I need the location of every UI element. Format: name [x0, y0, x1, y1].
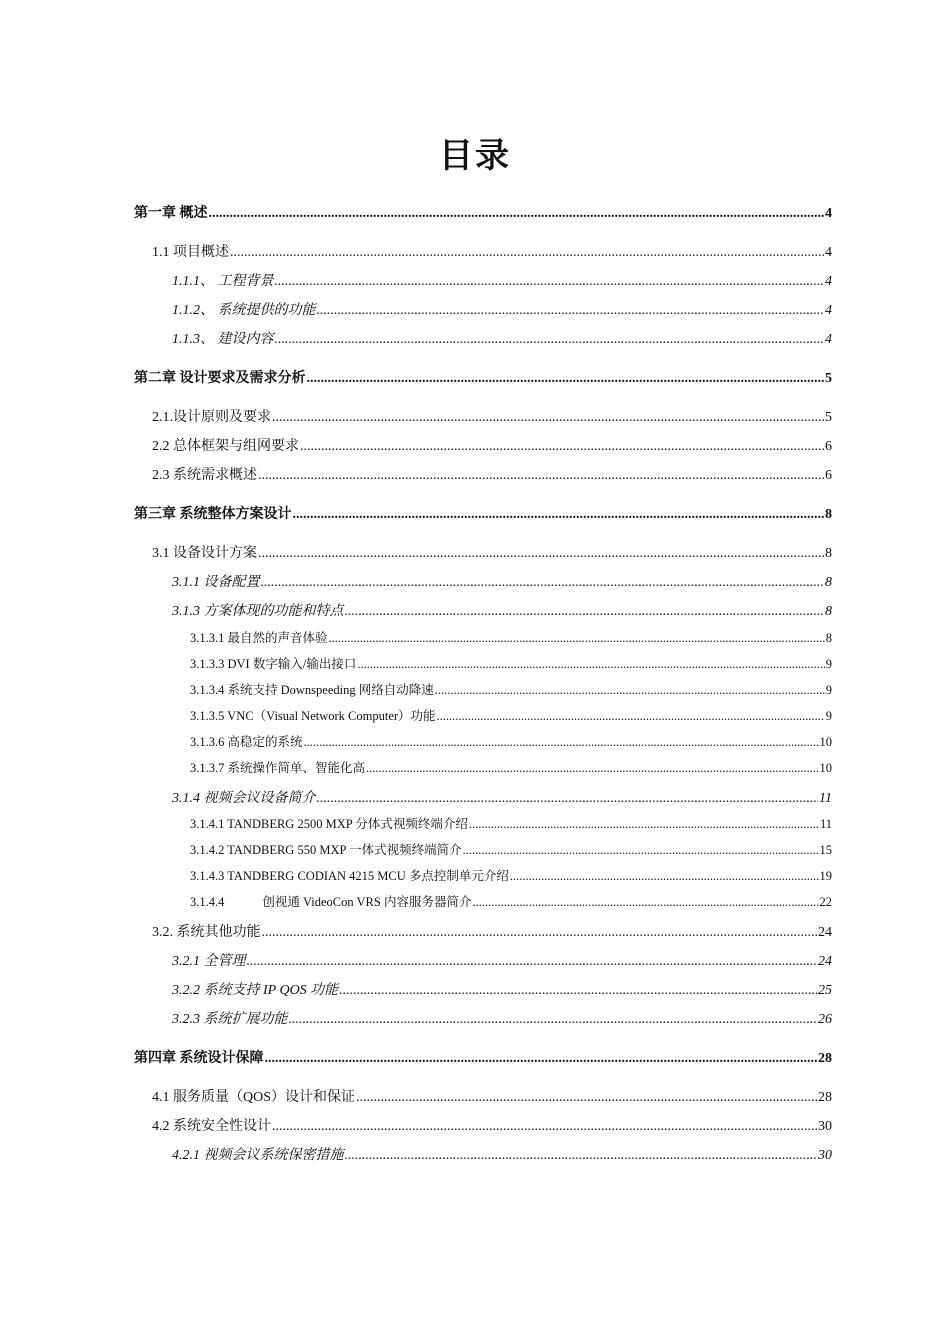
toc-page-number: 8 — [825, 546, 832, 561]
toc-entry[interactable] — [190, 840, 832, 858]
toc-leader-dots — [345, 1148, 818, 1164]
toc-entry[interactable] — [172, 571, 832, 591]
toc-page-number: 6 — [825, 468, 832, 483]
toc-page-number: 8 — [825, 631, 832, 645]
toc-entry[interactable] — [134, 1047, 832, 1067]
toc-page-number: 10 — [819, 735, 832, 749]
toc-page-number: 9 — [825, 683, 832, 697]
toc-leader-dots — [247, 954, 818, 970]
toc-entry[interactable] — [190, 866, 832, 884]
toc-page-number: 5 — [825, 371, 832, 386]
toc-page-number: 10 — [819, 761, 832, 775]
toc-entry[interactable] — [172, 787, 832, 807]
toc-leader-dots — [339, 983, 817, 999]
toc-entry[interactable] — [152, 406, 832, 426]
toc-entry-title: 3.2.3 系统扩展功能 — [172, 1012, 288, 1027]
toc-leader-dots — [275, 274, 825, 290]
toc-entry-title: 3.1.4 视频会议设备简介 — [172, 791, 316, 806]
toc-leader-dots — [463, 843, 819, 858]
toc-entry-title: 3.1 设备设计方案 — [152, 546, 257, 561]
toc-entry[interactable] — [134, 503, 832, 523]
toc-page-number: 26 — [818, 1012, 832, 1027]
toc-entry[interactable] — [190, 892, 832, 910]
toc-leader-dots — [366, 761, 818, 776]
toc-leader-dots — [209, 206, 825, 222]
toc-entry-title: 3.1.3 方案体现的功能和特点 — [172, 604, 344, 619]
toc-leader-dots — [304, 735, 819, 750]
toc-entry-title: 3.1.3.3 DVI 数字输入/输出接口 — [190, 657, 357, 671]
toc-entry[interactable] — [172, 600, 832, 620]
toc-entry-title: 1.1.1、 工程背景 — [172, 274, 274, 289]
toc-page-number: 4 — [825, 274, 832, 289]
toc-leader-dots — [258, 546, 824, 562]
toc-entry[interactable] — [172, 328, 832, 348]
toc-entry[interactable] — [190, 706, 832, 724]
toc-leader-dots — [435, 683, 825, 698]
toc-leader-dots — [472, 895, 818, 910]
toc-entry-title: 3.1.3.7 系统操作简单、智能化高 — [190, 761, 366, 775]
toc-leader-dots — [258, 468, 824, 484]
toc-page-number: 24 — [818, 925, 832, 940]
toc-page-number: 15 — [819, 843, 832, 857]
toc-page-number: 9 — [825, 709, 832, 723]
toc-page-number: 28 — [818, 1090, 832, 1105]
toc-page-number: 30 — [818, 1148, 832, 1163]
toc-entry[interactable] — [172, 950, 832, 970]
toc-entry-title: 第一章 概述 — [134, 206, 208, 221]
toc-page-number: 4 — [825, 206, 832, 221]
toc-page-number: 6 — [825, 439, 832, 454]
toc-leader-dots — [510, 869, 819, 884]
toc-entry-title: 3.2. 系统其他功能 — [152, 925, 261, 940]
toc-entry-title: 2.3 系统需求概述 — [152, 468, 257, 483]
toc-entry[interactable] — [172, 979, 832, 999]
toc-entry-title: 3.1.1 设备配置 — [172, 575, 260, 590]
toc-page-number: 11 — [819, 817, 832, 831]
toc-entry[interactable] — [152, 542, 832, 562]
toc-leader-dots — [275, 332, 825, 348]
toc-entry-title: 3.1.4.2 TANDBERG 550 MXP 一体式视频终端简介 — [190, 843, 462, 857]
toc-page-number: 11 — [819, 791, 832, 806]
toc-entry[interactable] — [190, 680, 832, 698]
toc-leader-dots — [262, 925, 818, 941]
toc-page-number: 9 — [825, 657, 832, 671]
toc-page-number: 4 — [825, 332, 832, 347]
toc-page-number: 22 — [819, 895, 832, 909]
toc-leader-dots — [437, 709, 825, 724]
toc-entry[interactable] — [190, 628, 832, 646]
toc-leader-dots — [289, 1012, 818, 1028]
toc-leader-dots — [307, 371, 825, 387]
toc-page-number: 8 — [825, 575, 832, 590]
toc-entry[interactable] — [172, 1008, 832, 1028]
toc-leader-dots — [300, 439, 824, 455]
toc-entry[interactable] — [172, 270, 832, 290]
toc-leader-dots — [329, 631, 825, 646]
toc-leader-dots — [261, 575, 825, 591]
toc-entry-title: 3.1.3.6 高稳定的系统 — [190, 735, 303, 749]
toc-entry-title: 1.1.3、 建设内容 — [172, 332, 274, 347]
page-title: 目录 — [439, 136, 511, 176]
toc-entry[interactable] — [152, 921, 832, 941]
toc-entry[interactable] — [152, 1086, 832, 1106]
toc-entry[interactable] — [134, 202, 832, 222]
toc-page-number: 8 — [825, 507, 832, 522]
toc-leader-dots — [357, 657, 824, 672]
toc-entry-title: 3.2.1 全管理 — [172, 954, 246, 969]
toc-entry[interactable] — [152, 1115, 832, 1135]
toc-entry-title: 4.1 服务质量（QOS）设计和保证 — [152, 1090, 356, 1105]
toc-entry-title: 3.2.2 系统支持 IP QOS 功能 — [172, 983, 339, 998]
toc-entry-title: 3.1.4.3 TANDBERG CODIAN 4215 MCU 多点控制单元介绍 — [190, 869, 509, 883]
toc-page-number: 19 — [819, 869, 832, 883]
toc-entry[interactable] — [152, 241, 832, 261]
toc-leader-dots — [293, 507, 825, 523]
toc-entry-title: 3.1.3.5 VNC（Visual Network Computer）功能 — [190, 709, 436, 723]
toc-entry-title: 4.2 系统安全性设计 — [152, 1119, 271, 1134]
toc-entry[interactable] — [172, 1144, 832, 1164]
toc-entry-title: 1.1 项目概述 — [152, 245, 229, 260]
toc-entry-title: 4.2.1 视频会议系统保密措施 — [172, 1148, 344, 1163]
toc-page-number: 4 — [825, 303, 832, 318]
toc-leader-dots — [317, 303, 825, 319]
toc-entry[interactable] — [172, 299, 832, 319]
toc-page-number: 24 — [818, 954, 832, 969]
toc-page-number: 4 — [825, 245, 832, 260]
toc-page-number: 5 — [825, 410, 832, 425]
toc-leader-dots — [356, 1090, 817, 1106]
toc-entry-title: 3.1.3.1 最自然的声音体验 — [190, 631, 328, 645]
toc-page-number: 30 — [818, 1119, 832, 1134]
toc-entry-title: 第四章 系统设计保障 — [134, 1051, 264, 1066]
toc-entry[interactable] — [190, 814, 832, 832]
toc-page-number: 28 — [818, 1051, 832, 1066]
toc-leader-dots — [317, 791, 819, 807]
toc-entry-title: 3.1.4.4 创视通 VideoCon VRS 内容服务器简介 — [190, 895, 472, 909]
toc-entry-title: 2.2 总体框架与组网要求 — [152, 439, 299, 454]
toc-leader-dots — [469, 817, 819, 832]
toc-leader-dots — [345, 604, 825, 620]
toc-entry[interactable] — [190, 732, 832, 750]
toc-leader-dots — [265, 1051, 818, 1067]
toc-entry-title: 2.1.设计原则及要求 — [152, 410, 271, 425]
toc-entry-title: 第三章 系统整体方案设计 — [134, 507, 292, 522]
toc-page-number: 25 — [818, 983, 832, 998]
toc-leader-dots — [272, 1119, 817, 1135]
toc-entry[interactable] — [190, 654, 832, 672]
toc-page-number: 8 — [825, 604, 832, 619]
toc-entry[interactable] — [152, 464, 832, 484]
toc-entry[interactable] — [134, 367, 832, 387]
toc-entry-title: 第二章 设计要求及需求分析 — [134, 371, 306, 386]
toc-entry-title: 3.1.4.1 TANDBERG 2500 MXP 分体式视频终端介绍 — [190, 817, 468, 831]
toc-entry[interactable] — [190, 758, 832, 776]
toc-entry[interactable] — [152, 435, 832, 455]
toc-entry-title: 1.1.2、 系统提供的功能 — [172, 303, 316, 318]
toc-entry-title: 3.1.3.4 系统支持 Downspeeding 网络自动降速 — [190, 683, 434, 697]
toc-leader-dots — [272, 410, 824, 426]
toc-leader-dots — [230, 245, 824, 261]
